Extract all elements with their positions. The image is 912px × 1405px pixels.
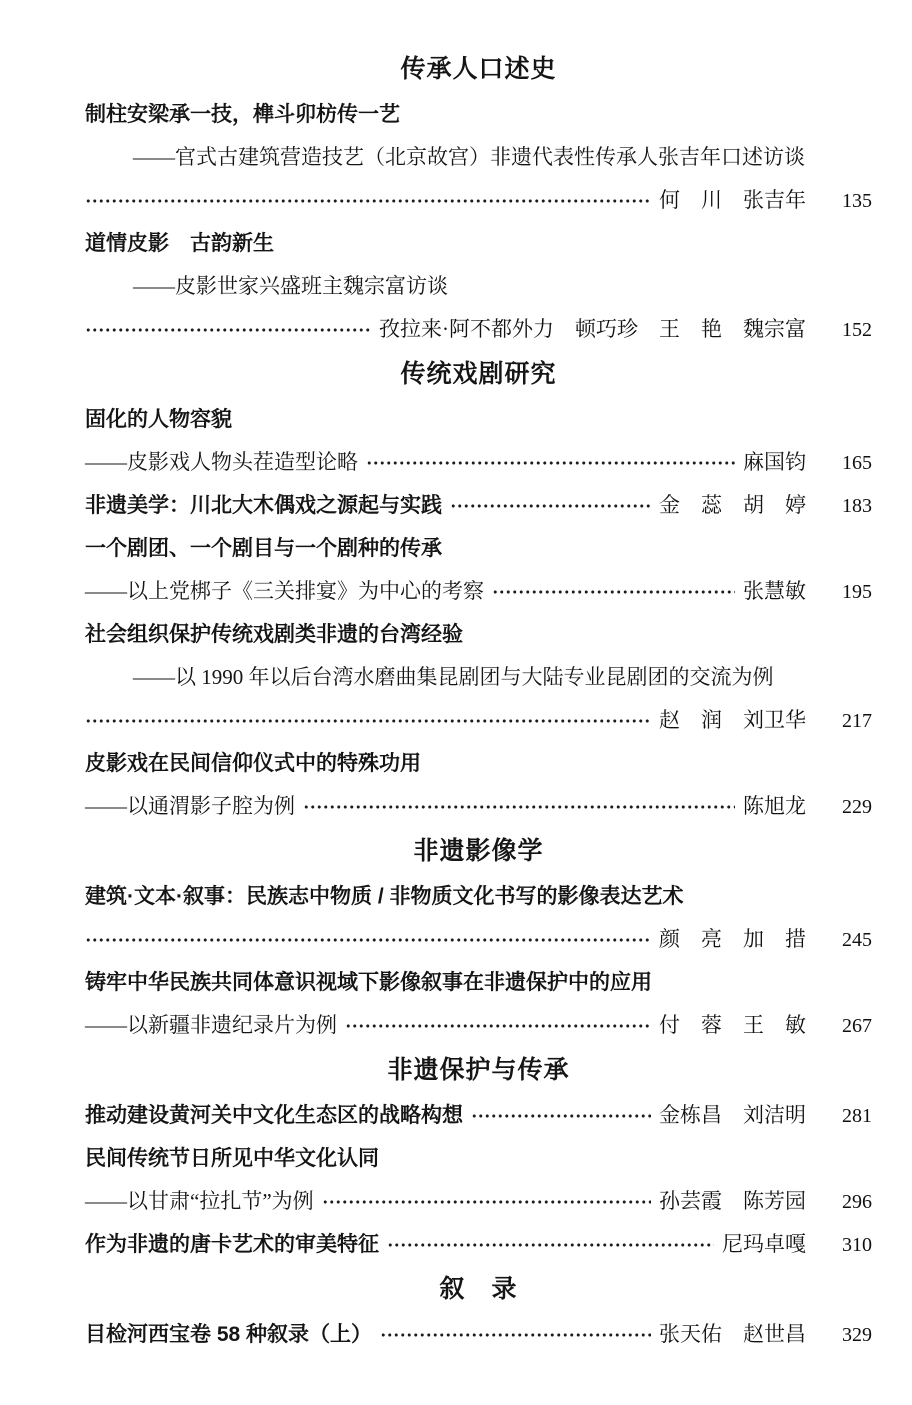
dot-leader (85, 195, 651, 207)
entry-title: 非遗美学：川北大木偶戏之源起与实践 (85, 494, 442, 517)
toc-row (85, 222, 872, 265)
entry-authors: 孙芸霞 陈芳园 (659, 1189, 806, 1213)
entry-title: 铸牢中华民族共同体意识视域下影像叙事在非遗保护中的应用 (85, 971, 652, 994)
entry-subtitle: ——以新疆非遗纪录片为例 (85, 1013, 337, 1037)
entry-authors: 金 蕊 胡 婷 (659, 493, 806, 517)
toc-list (85, 46, 872, 1356)
toc-row (85, 179, 872, 222)
entry-title: 目检河西宝卷 58 种叙录（上） (85, 1323, 373, 1346)
entry-page-number: 310 (842, 1233, 872, 1256)
entry-authors: 赵 润 刘卫华 (659, 708, 806, 732)
dot-leader (303, 801, 735, 813)
section-heading: 传承人口述史 (400, 55, 557, 83)
entry-authors: 麻国钧 (743, 450, 806, 474)
toc-row (85, 308, 872, 351)
dot-leader (85, 934, 651, 946)
entry-page-number: 229 (842, 795, 872, 818)
entry-page-number: 217 (842, 709, 872, 732)
entry-title: 制柱安梁承一技，榫斗卯枋传一艺 (85, 103, 400, 126)
dot-leader (450, 500, 651, 512)
dot-leader (492, 586, 735, 598)
entry-authors: 尼玛卓嘎 (722, 1232, 806, 1256)
toc-row (85, 93, 872, 136)
section-heading: 叙 录 (439, 1275, 518, 1303)
toc-row (85, 1223, 872, 1266)
toc-row (85, 699, 872, 742)
dot-leader (322, 1196, 651, 1208)
entry-authors: 颜 亮 加 措 (659, 927, 806, 951)
entry-authors: 孜拉来·阿不都外力 顿巧珍 王 艳 魏宗富 (379, 317, 806, 341)
toc-row (85, 265, 872, 308)
toc-row (85, 527, 872, 570)
section-heading: 非遗影像学 (413, 837, 544, 865)
entry-subtitle: ——以上党梆子《三关排宴》为中心的考察 (85, 579, 484, 603)
entry-subtitle: ——官式古建筑营造技艺（北京故宫）非遗代表性传承人张吉年口述访谈 (133, 145, 805, 169)
toc-row (85, 1137, 872, 1180)
toc-row (85, 875, 872, 918)
entry-page-number: 296 (842, 1190, 872, 1213)
entry-subtitle: ——皮影戏人物头茬造型论略 (85, 450, 358, 474)
entry-authors: 付 蓉 王 敏 (659, 1013, 806, 1037)
toc-row (85, 1094, 872, 1137)
entry-page-number: 135 (842, 189, 872, 212)
section-heading: 传统戏剧研究 (400, 360, 557, 388)
toc-row (85, 1004, 872, 1047)
toc-row (85, 613, 872, 656)
toc-row (85, 656, 872, 699)
toc-row (85, 785, 872, 828)
toc-row (85, 398, 872, 441)
entry-title: 作为非遗的唐卡艺术的审美特征 (85, 1233, 379, 1256)
dot-leader (85, 324, 371, 336)
section-heading: 非遗保护与传承 (387, 1056, 570, 1084)
entry-page-number: 152 (842, 318, 872, 341)
entry-title: 一个剧团、一个剧目与一个剧种的传承 (85, 537, 442, 560)
dot-leader (380, 1329, 651, 1341)
dot-leader (387, 1239, 714, 1251)
entry-title: 推动建设黄河关中文化生态区的战略构想 (85, 1104, 463, 1127)
entry-page-number: 195 (842, 580, 872, 603)
entry-authors: 张慧敏 (743, 579, 806, 603)
entry-authors: 何 川 张吉年 (659, 188, 806, 212)
entry-subtitle: ——以甘肃“拉扎节”为例 (85, 1189, 314, 1213)
entry-title: 建筑·文本·叙事：民族志中物质 / 非物质文化书写的影像表达艺术 (85, 885, 684, 908)
entry-title: 固化的人物容貌 (85, 408, 232, 431)
entry-page-number: 267 (842, 1014, 872, 1037)
entry-subtitle: ——以 1990 年以后台湾水磨曲集昆剧团与大陆专业昆剧团的交流为例 (133, 665, 774, 689)
entry-authors: 陈旭龙 (743, 794, 806, 818)
toc-row (85, 484, 872, 527)
toc-row (85, 918, 872, 961)
entry-title: 皮影戏在民间信仰仪式中的特殊功用 (85, 752, 421, 775)
toc-row (85, 136, 872, 179)
entry-authors: 张天佑 赵世昌 (659, 1322, 806, 1346)
dot-leader (366, 457, 735, 469)
entry-title: 民间传统节日所见中华文化认同 (85, 1147, 379, 1170)
dot-leader (85, 715, 651, 727)
entry-subtitle: ——以通渭影子腔为例 (85, 794, 295, 818)
dot-leader (345, 1020, 651, 1032)
entry-subtitle: ——皮影世家兴盛班主魏宗富访谈 (133, 274, 448, 298)
dot-leader (471, 1110, 651, 1122)
entry-page-number: 281 (842, 1104, 872, 1127)
entry-title: 道情皮影 古韵新生 (85, 232, 274, 255)
toc-row (85, 1180, 872, 1223)
toc-row (85, 742, 872, 785)
entry-page-number: 183 (842, 494, 872, 517)
toc-row (85, 1313, 872, 1356)
toc-row (85, 570, 872, 613)
entry-title: 社会组织保护传统戏剧类非遗的台湾经验 (85, 623, 463, 646)
toc-row (85, 961, 872, 1004)
entry-page-number: 329 (842, 1323, 872, 1346)
entry-page-number: 165 (842, 451, 872, 474)
entry-authors: 金栋昌 刘洁明 (659, 1103, 806, 1127)
entry-page-number: 245 (842, 928, 872, 951)
toc-row (85, 441, 872, 484)
